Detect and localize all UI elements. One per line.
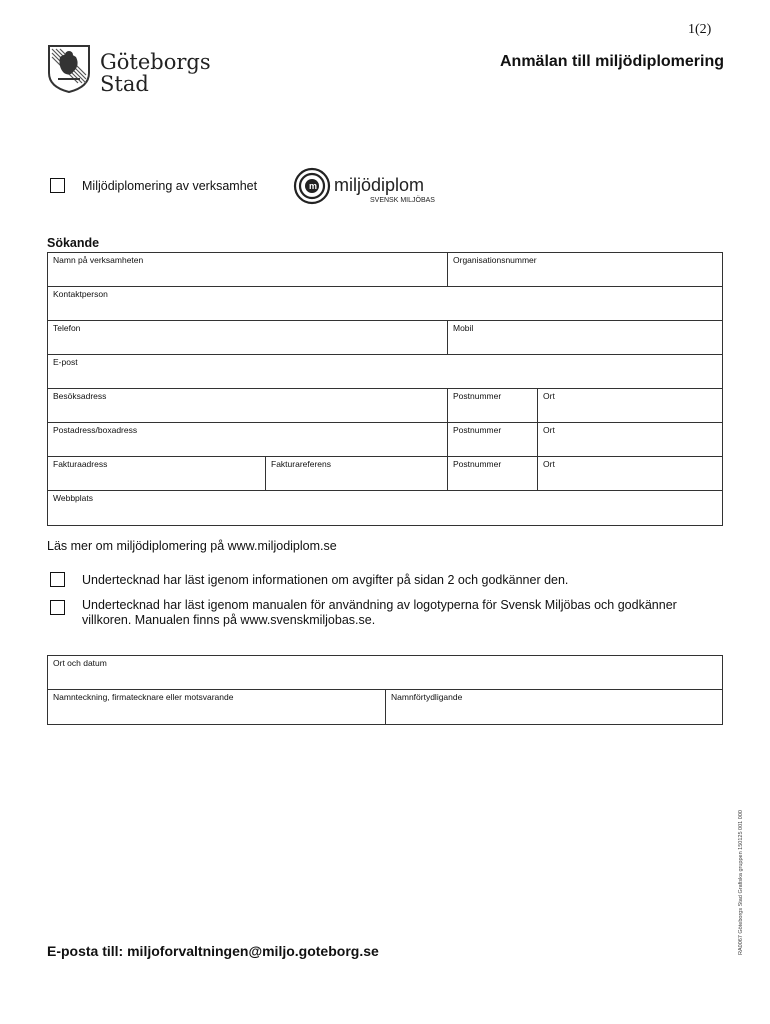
form-code: RA0067 Göteborgs Stad Grafiska gruppen 150125 001 000 [738,810,744,955]
mobile-field[interactable] [447,321,722,354]
miljodiplom-logo-text: miljödiplom [334,175,425,195]
field-label: Ort och datum [53,658,107,668]
form-row [48,690,722,724]
field-label: Postadress/boxadress [53,425,138,435]
manual-agreement-checkbox[interactable] [50,600,65,615]
field-label: Postnummer [453,425,502,435]
company-name-field[interactable] [48,253,447,286]
field-label: Ort [543,391,555,401]
field-label: E-post [53,357,78,367]
form-row [48,321,722,355]
field-label: Namn på verksamheten [53,255,144,265]
field-label: Namnförtydligande [391,692,463,702]
read-more-text: Läs mer om miljödiplomering på www.miljodiplom.se [47,539,337,553]
org-number-field[interactable] [447,253,722,286]
email-field[interactable] [48,355,722,388]
invoice-postal-code-field[interactable] [447,457,537,490]
fees-agreement-text: Undertecknad har läst igenom informationen om avgifter på sidan 2 och godkänner den. [82,573,569,587]
svg-text:m: m [309,181,318,191]
miljodiplom-logo [292,167,442,207]
form-row [48,423,722,457]
postal-city-field[interactable] [537,423,722,456]
place-date-field[interactable] [48,656,722,689]
fees-agreement-checkbox[interactable] [50,572,65,587]
field-label: Postnummer [453,459,502,469]
visit-postal-code-field[interactable] [447,389,537,422]
invoice-address-field[interactable] [48,457,265,490]
city-coat-of-arms-logo [46,43,92,93]
field-label: Organisationsnummer [453,255,537,265]
manual-agreement-text: Undertecknad har läst igenom manualen för användning av logotyperna för Svensk Miljöbas och godkänner villkoren. Manualen finns på www.svenskmiljobas.se. [82,598,677,627]
certification-checkbox[interactable] [50,178,65,193]
submit-email-text: E-posta till: miljoforvaltningen@miljo.goteborg.se [47,943,379,959]
field-label: Webbplats [53,493,94,503]
field-label: Mobil [453,323,474,333]
applicant-section-title: Sökande [47,236,100,250]
contact-person-field[interactable] [48,287,722,320]
field-label: Besöksadress [53,391,107,401]
invoice-city-field[interactable] [537,457,722,490]
field-label: Namnteckning, firmatecknare eller motsvarande [53,692,234,702]
postal-address-field[interactable] [48,423,447,456]
form-row [48,656,722,690]
signature-field[interactable] [48,690,385,724]
form-row [48,389,722,423]
form-row [48,491,722,525]
form-row [48,253,722,287]
signature-form-grid [47,655,723,725]
miljodiplom-logo-subtext: SVENSK MILJÖBAS [370,197,435,204]
website-field[interactable] [48,491,722,525]
form-row [48,355,722,389]
field-label: Ort [543,459,555,469]
field-label: Telefon [53,323,81,333]
field-label: Fakturareferens [271,459,331,469]
field-label: Postnummer [453,391,502,401]
phone-field[interactable] [48,321,447,354]
visit-address-field[interactable] [48,389,447,422]
org-name [100,51,211,95]
visit-city-field[interactable] [537,389,722,422]
form-title: Anmälan till miljödiplomering [499,53,724,70]
certification-checkbox-label: Miljödiplomering av verksamhet [82,179,258,193]
postal-postal-code-field[interactable] [447,423,537,456]
page-number: 1(2) [688,22,712,37]
applicant-form-grid [47,252,723,526]
form-row [48,457,722,491]
form-row [48,287,722,321]
field-label: Kontaktperson [53,289,108,299]
org-name-line1: Göteborgs [100,50,211,74]
name-clarification-field[interactable] [385,690,722,724]
org-name-line2: Stad [100,72,149,96]
invoice-reference-field[interactable] [265,457,447,490]
field-label: Fakturaadress [53,459,108,469]
field-label: Ort [543,425,555,435]
